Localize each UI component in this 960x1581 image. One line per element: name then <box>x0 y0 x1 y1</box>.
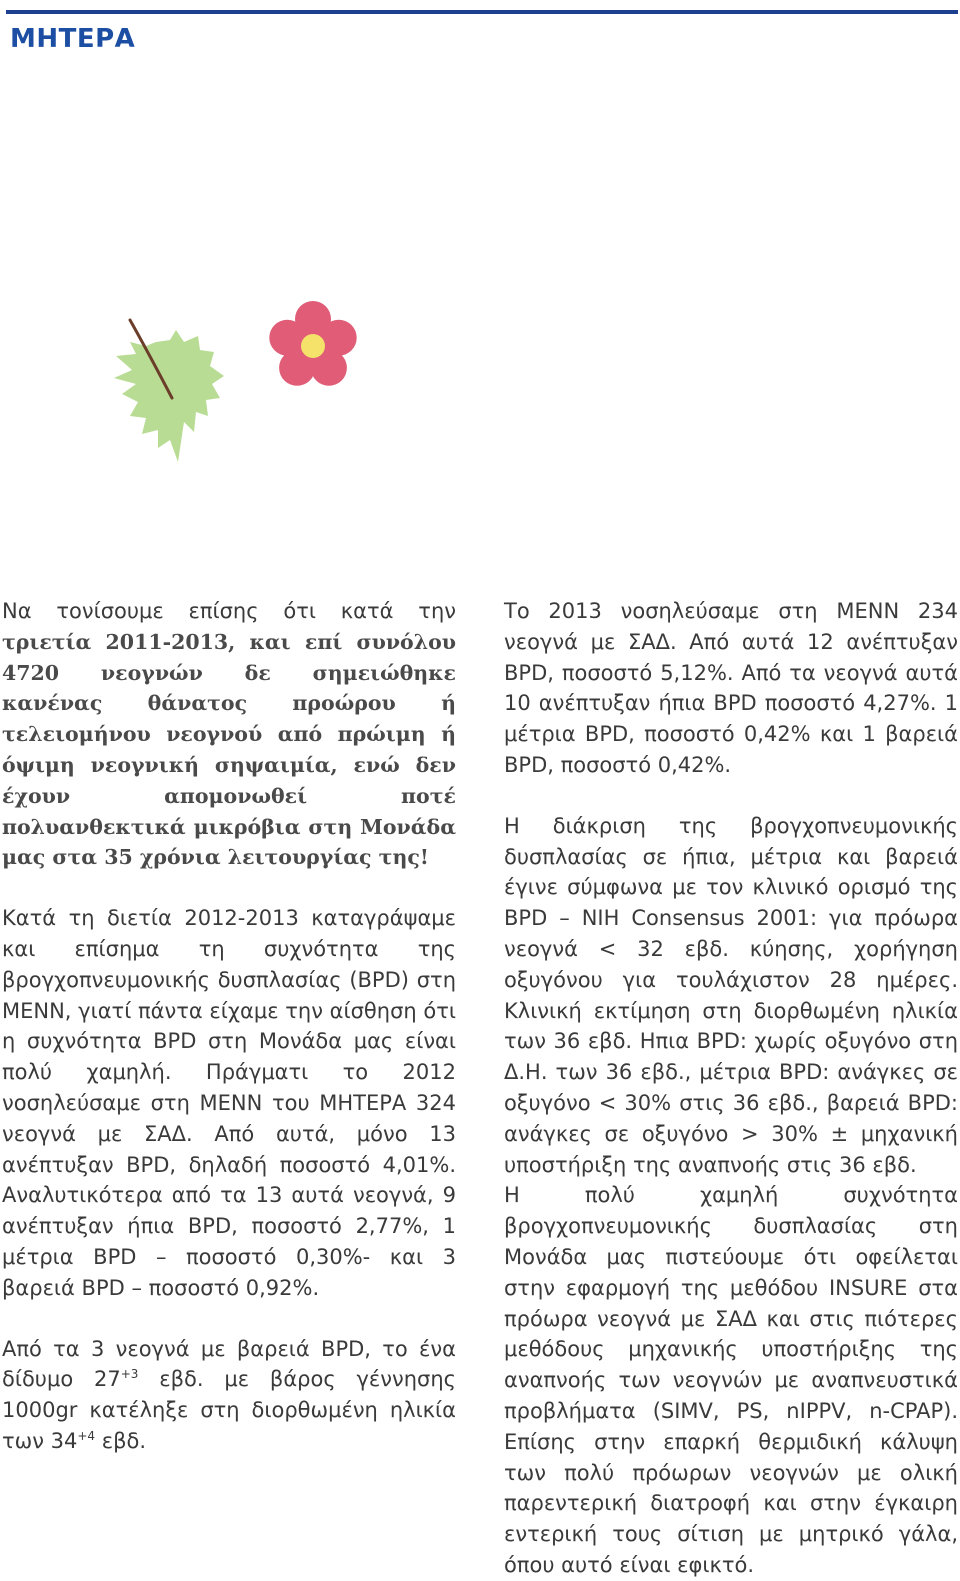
right-column <box>504 596 958 1581</box>
paragraph-mortality <box>2 596 456 873</box>
superscript-corrected-age: +4 <box>77 1428 96 1443</box>
paragraph-bpd-2013: Το 2013 νοσηλεύσαμε στη ΜΕΝΝ 234 νεογνά με ΣΑΔ. Από αυτά 12 ανέπτυξαν BPD, ποσοστό 5,12%. Από τα νεογνά αυτά 10 ανέπτυξαν ήπια BPD ποσοστό 4,27%. 1 μέτρια BPD, ποσοστό 0,42% και 1 βαρειά BPD, ποσοστό 0,42%. <box>504 599 958 777</box>
header-rule <box>6 10 958 14</box>
paragraph-mortality-highlight: τριετία 2011-2013, και επί συνόλου 4720 νεογνών δε σημειώθηκε κανένας θάνατος προώρου ή τελειομήνου νεογνού από πρώιμη ή όψιμη νεογνική σηψαιμία, ενώ δεν έχουν απομονωθεί ποτέ πολυανθεκτικά μικρόβια στη Μονάδα μας στα 35 χρόνια λειτουργίας της! <box>2 629 456 870</box>
flower-icon <box>269 301 356 386</box>
leaf-icon <box>114 320 224 462</box>
paragraph-low-incidence: Η πολύ χαμηλή συχνότητα βρογχοπνευμονικής δυσπλασίας στη Μονάδα μας πιστεύουμε ότι οφείλεται στην εφαρμογή της μεθόδου INSURE στα πρόωρα νεογνά με ΣΑΔ και στις πιότερες μεθόδους μηχανικής υποστήριξης της αναπνοής των νεογνών με αναπνευστικά προβλήματα (SIMV, PS, nIPPV, n-CPAP). Επίσης στην επαρκή θερμιδική κάλυψη των πολύ πρόωρων νεογνών με ολική παρεντερική διατροφή και στην έγκαιρη εντερική τους σίτιση με μητρικό γάλα, όπου αυτό είναι εφικτό. <box>504 1183 958 1577</box>
paragraph-severe-bpd <box>2 1334 456 1457</box>
paragraph-severe-bpd-b: εβδ. με βάρος γέννησης 1000gr κατέληξε στη διορθωμένη ηλικία των 34 <box>2 1367 456 1453</box>
paragraph-mortality-intro: Να τονίσουμε επίσης ότι κατά την <box>2 599 456 623</box>
decoration <box>100 290 380 480</box>
paragraph-severe-bpd-c: εβδ. <box>95 1428 147 1453</box>
paragraph-severe-bpd-a: Από τα 3 νεογνά με βαρειά BPD, το ένα δίδυμο 27 <box>2 1336 456 1392</box>
paragraph-bpd-definition: Η διάκριση της βρογχοπνευμονικής δυσπλασίας σε ήπια, μέτρια και βαρειά έγινε σύμφωνα με τον κλινικό ορισμό της BPD – NIH Consensus 2001: για πρόωρα νεογνά < 32 εβδ. κύησης, χορήγηση οξυγόνου για τουλάχιστον 28 ημέρες. Κλινική εκτίμηση στη διορθωμένη ηλικία των 36 εβδ. Ηπια BPD: χωρίς οξυγόνο στη Δ.Η. των 36 εβδ., μέτρια BPD: ανάγκες σε οξυγόνο < 30% στις 36 εβδ., βαρειά BPD: ανάγκες σε οξυγόνο > 30% ± μηχανική υποστήριξη της αναπνοής στις 36 εβδ. <box>504 813 958 1177</box>
page-title: ΜΗΤΕΡΑ <box>10 24 136 54</box>
paragraph-bpd-2012: Κατά τη διετία 2012-2013 καταγράψαμε και επίσημα τη συχνότητα της βρογχοπνευμονικής δυσπλασίας (BPD) στη ΜΕΝΝ, γιατί πάντα είχαμε την αίσθηση ότι η συχνότητα BPD στη Μονάδα μας είναι πολύ χαμηλή. Πράγματι το 2012 νοσηλεύσαμε στη ΜΕΝΝ του ΜΗΤΕΡΑ 324 νεογνά με ΣΑΔ. Από αυτά, μόνο 13 ανέπτυξαν BPD, δηλαδή ποσοστό 4,01%. Αναλυτικότερα από τα 13 αυτά νεογνά, 9 ανέπτυξαν ήπια BPD, ποσοστό 2,77%, 1 μέτρια BPD – ποσοστό 0,30%- και 3 βαρειά BPD – ποσοστό 0,92%. <box>2 906 456 1300</box>
left-column <box>2 596 456 1457</box>
superscript-gestation: +3 <box>120 1367 139 1382</box>
